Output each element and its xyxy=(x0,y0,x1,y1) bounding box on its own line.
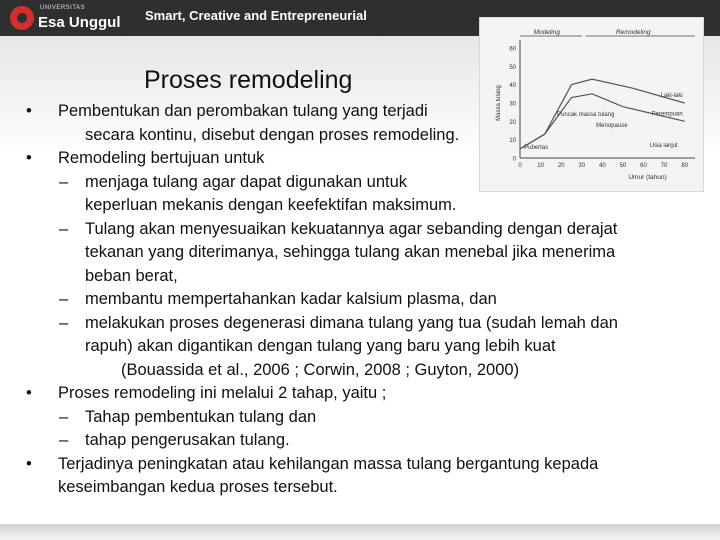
university-logo xyxy=(10,4,130,32)
x-axis-title: Umur (tahun) xyxy=(628,174,667,181)
sub-2-3-line1: membantu mempertahankan kadar kalsium plasma, dan xyxy=(85,290,497,308)
sub-2-2-line1: Tulang akan menyesuaikan kekuatannya agar sebanding dengan derajat xyxy=(85,219,618,238)
bullet-2: • Remodeling bertujuan untuk xyxy=(26,149,265,167)
sub-2-4: – melakukan proses degenerasi dimana tulang yang tua (sudah lemah dan xyxy=(59,313,618,332)
bullet-1-cont xyxy=(26,124,696,148)
x-tick-label: 30 xyxy=(578,163,586,169)
sub-2-1-line2: keperluan mekanis dengan keefektifan maksimum. xyxy=(85,196,457,214)
logo-emblem-icon xyxy=(10,6,34,30)
x-tick-label: 80 xyxy=(681,163,689,169)
annotation-remodeling: Remodeling xyxy=(615,29,651,36)
bullet-2-text: Remodeling bertujuan untuk xyxy=(58,149,265,167)
sub-2-2-cont2 xyxy=(26,265,696,289)
x-tick-label: 10 xyxy=(537,163,544,169)
x-tick-label: 70 xyxy=(660,163,668,169)
x-tick-label: 50 xyxy=(619,163,627,169)
sub-3-2-line1: tahap pengerusakan tulang. xyxy=(85,431,290,449)
annotation-menopause: Menopause xyxy=(596,122,628,129)
annotation-pubertas: Pubertas xyxy=(524,144,549,151)
bullet-4-text: Terjadinya peningkatan atau kehilangan massa tulang bergantung kepada xyxy=(58,454,599,473)
sub-2-4-line2: rapuh) akan digantikan dengan tulang yang baru yang lebih kuat xyxy=(85,337,556,355)
bullet-1: • Pembentukan dan perombakan tulang yang terjadi xyxy=(26,102,428,120)
bullet-1-text: Pembentukan dan perombakan tulang yang terjadi xyxy=(58,102,428,120)
sub-2-3: – membantu mempertahankan kadar kalsium plasma, dan xyxy=(59,290,497,308)
bullet-4-cont xyxy=(26,476,696,500)
sub-2-1: – menjaga tulang agar dapat digunakan untuk xyxy=(59,172,407,191)
annotation-peak-mass: Puncak massa tulang xyxy=(557,111,615,118)
sub-2-1-cont xyxy=(26,194,696,218)
y-tick-label: 50 xyxy=(509,64,516,71)
y-tick-label: 40 xyxy=(509,83,516,90)
x-tick-label: 20 xyxy=(557,163,565,169)
logo-name: Esa Unggul xyxy=(38,14,121,31)
annotation-modeling: Modeling xyxy=(533,29,560,36)
slide-content xyxy=(26,100,696,500)
y-axis-title: Massa tulang xyxy=(496,85,502,121)
bullet-3-text: Proses remodeling ini melalui 2 tahap, yaitu ; xyxy=(58,384,387,402)
bullet-3: • Proses remodeling ini melalui 2 tahap, yaitu ; xyxy=(26,384,387,402)
sub-2-2-cont xyxy=(26,241,696,265)
sub-2-4-cont xyxy=(26,335,696,359)
x-tick-label: 40 xyxy=(599,163,606,169)
bullet-1-cont-text: secara kontinu, disebut dengan proses remodeling. xyxy=(85,125,460,144)
sub-2-2: – Tulang akan menyesuaikan kekuatannya agar sebanding dengan derajat xyxy=(59,219,618,238)
series-label: Perempuan xyxy=(651,111,683,118)
y-tick-label: 30 xyxy=(509,101,516,108)
sub-2-4-line1: melakukan proses degenerasi dimana tulang yang tua (sudah lemah dan xyxy=(85,313,618,332)
x-tick-label: 0 xyxy=(518,163,522,169)
sub-2-2-line2: tekanan yang diterimanya, sehingga tulang akan menebal jika menerima xyxy=(85,243,616,261)
y-tick-label: 0 xyxy=(512,156,516,163)
sub-3-1-line1: Tahap pembentukan tulang dan xyxy=(85,407,317,426)
y-tick-label: 20 xyxy=(509,119,516,126)
y-tick-label: 60 xyxy=(509,46,516,53)
sub-2-1-line1: menjaga tulang agar dapat digunakan untuk xyxy=(85,172,407,191)
sub-3-2: – tahap pengerusakan tulang. xyxy=(59,431,290,449)
logo-small-text: UNIVERSITAS xyxy=(40,5,86,11)
series-label: Laki-laki xyxy=(660,93,683,99)
x-tick-label: 60 xyxy=(640,163,647,169)
footer-bar xyxy=(0,524,720,540)
sub-3-1: – Tahap pembentukan tulang dan xyxy=(59,407,317,426)
slide-title: Proses remodeling xyxy=(144,66,353,94)
annotation-old-age: Usia lanjut xyxy=(649,143,678,149)
y-tick-label: 10 xyxy=(509,138,516,145)
sub-2-2-line3: beban berat, xyxy=(85,266,178,285)
bullet-4: • Terjadinya peningkatan atau kehilangan massa tulang bergantung kepada xyxy=(26,454,599,473)
header-tagline: Smart, Creative and Entrepreneurial xyxy=(145,8,367,23)
bullet-4-cont-text: keseimbangan kedua proses tersebut. xyxy=(58,478,338,496)
citation: (Bouassida et al., 2006 ; Corwin, 2008 ; Guyton, 2000) xyxy=(121,360,520,379)
